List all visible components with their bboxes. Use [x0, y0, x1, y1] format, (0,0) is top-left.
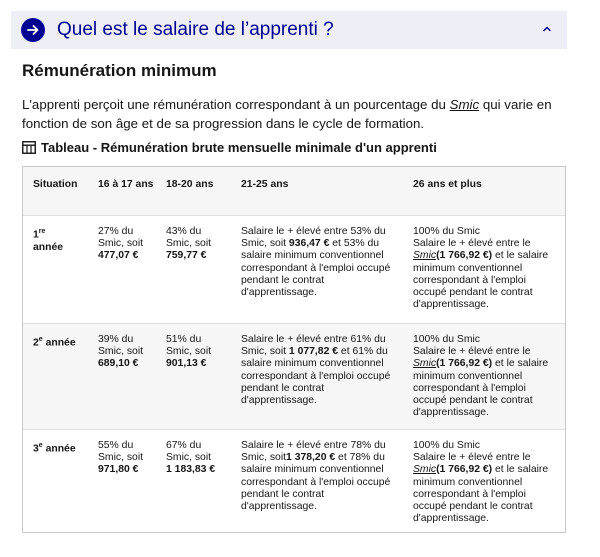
cell-18-20 [166, 226, 236, 263]
situation-num: 2 [33, 337, 39, 349]
header-26-plus: 26 ans et plus [413, 179, 482, 190]
pct-text: 67% du [166, 440, 202, 451]
cell-16-17 [98, 226, 160, 263]
accordion-title[interactable]: Quel est le salaire de l’apprenti ? [57, 19, 334, 40]
cell-21-25 [241, 440, 391, 513]
pct-text: 55% du [98, 440, 134, 451]
amount: 689,10 € [98, 358, 139, 370]
amount: 1 077,82 € [288, 346, 339, 358]
smic-text: Smic, soit [98, 238, 144, 250]
text: Salaire le + élevé entre 53% du Smic, soit [241, 226, 386, 250]
cell-21-25 [241, 226, 391, 299]
smic-text: Smic, soit [166, 452, 212, 464]
situation-num: 3 [33, 443, 39, 455]
amount: 759,77 € [166, 250, 207, 262]
table-row [23, 429, 565, 532]
salary-table [22, 166, 566, 533]
text: et le salaire minimum conventionnel correspondant à l'emploi occupé pendant le contrat d'apprentissage. [413, 358, 549, 419]
pct-text: 27% du [98, 226, 134, 237]
text: Salaire le + élevé entre le [413, 346, 531, 358]
smic-text: Smic, soit [166, 238, 212, 250]
amount: (1 766,92 €) [436, 250, 493, 262]
amount: (1 766,92 €) [436, 358, 493, 370]
cell-26-plus [413, 440, 558, 525]
intro-text: L'apprenti perçoit une rémunération correspondant à un pourcentage du [22, 97, 450, 112]
cell-16-17 [98, 334, 160, 371]
smic-text: Smic, soit [98, 452, 144, 464]
intro-text-end: qui varie en fonction de son âge et de sa progression dans le cycle de formation. [22, 97, 552, 131]
pct-text: 51% du [166, 334, 202, 345]
text: et le salaire minimum conventionnel correspondant à l'emploi occupé pendant le contrat d'apprentissage. [413, 250, 549, 311]
cell-26-plus [413, 226, 558, 311]
table-caption-text: Tableau - Rémunération brute mensuelle minimale d'un apprenti [41, 140, 437, 155]
text: Salaire le + élevé entre 61% du Smic, soit [241, 334, 386, 358]
text: 100% du Smic [413, 440, 480, 451]
table-header-row [23, 167, 565, 215]
text: 100% du Smic [413, 226, 480, 237]
cell-18-20 [166, 334, 236, 371]
amount: 477,07 € [98, 250, 139, 262]
situation-cell [33, 440, 93, 456]
header-18-20: 18-20 ans [166, 179, 214, 190]
text: et 53% du salaire minimum conventionnel correspondant à l'emploi occupé pendant le contrat d'apprentissage. [241, 238, 391, 299]
text: Salaire le + élevé entre 78% du Smic, soit [241, 440, 386, 464]
chevron-up-icon[interactable] [541, 22, 553, 34]
section-heading: Rémunération minimum [22, 61, 217, 80]
text: Salaire le + élevé entre le [413, 238, 531, 250]
table-caption [22, 140, 437, 155]
text: 100% du Smic [413, 334, 480, 345]
amount: 901,13 € [166, 358, 207, 370]
situation-sup: e [38, 336, 43, 343]
text: et 61% du salaire minimum conventionnel correspondant à l'emploi occupé pendant le contrat d'apprentissage. [241, 346, 391, 407]
table-icon [22, 141, 36, 154]
accordion-header[interactable] [11, 11, 567, 49]
header-21-25: 21-25 ans [241, 179, 289, 190]
text: et le salaire minimum conventionnel correspondant à l'emploi occupé pendant le contrat d'apprentissage. [413, 464, 549, 525]
table-row [23, 215, 565, 323]
cell-18-20 [166, 440, 236, 477]
text: et 78% du salaire minimum conventionnel correspondant à l'emploi occupé pendant le contrat d'apprentissage. [241, 452, 391, 513]
smic-text: Smic, soit [98, 346, 144, 358]
table-row [23, 323, 565, 429]
header-situation: Situation [33, 179, 78, 190]
pct-text: 43% du [166, 226, 202, 237]
smic-link[interactable]: Smic [413, 250, 437, 262]
cell-21-25 [241, 334, 391, 407]
smic-text: Smic, soit [166, 346, 212, 358]
cell-16-17 [98, 440, 160, 477]
situation-rest: année [33, 241, 64, 253]
situation-cell [33, 226, 93, 254]
cell-26-plus [413, 334, 558, 419]
amount: 1 183,83 € [166, 464, 216, 476]
situation-sup: re [38, 228, 46, 235]
amount: (1 766,92 €) [436, 464, 493, 476]
arrow-right-circle-icon [21, 18, 45, 42]
situation-sup: e [38, 442, 43, 449]
situation-rest: année [42, 337, 76, 349]
smic-link[interactable]: Smic [449, 97, 480, 112]
amount: 936,47 € [288, 238, 330, 250]
pct-text: 39% du [98, 334, 134, 345]
header-16-17: 16 à 17 ans [98, 179, 154, 190]
situation-num: 1 [33, 229, 39, 241]
situation-cell [33, 334, 93, 350]
intro-paragraph [22, 95, 562, 133]
amount: 1 378,20 € [286, 452, 336, 464]
smic-link[interactable]: Smic [413, 464, 437, 476]
situation-rest: année [42, 443, 76, 455]
smic-link[interactable]: Smic [413, 358, 437, 370]
text: Salaire le + élevé entre le [413, 452, 531, 464]
amount: 971,80 € [98, 464, 139, 476]
